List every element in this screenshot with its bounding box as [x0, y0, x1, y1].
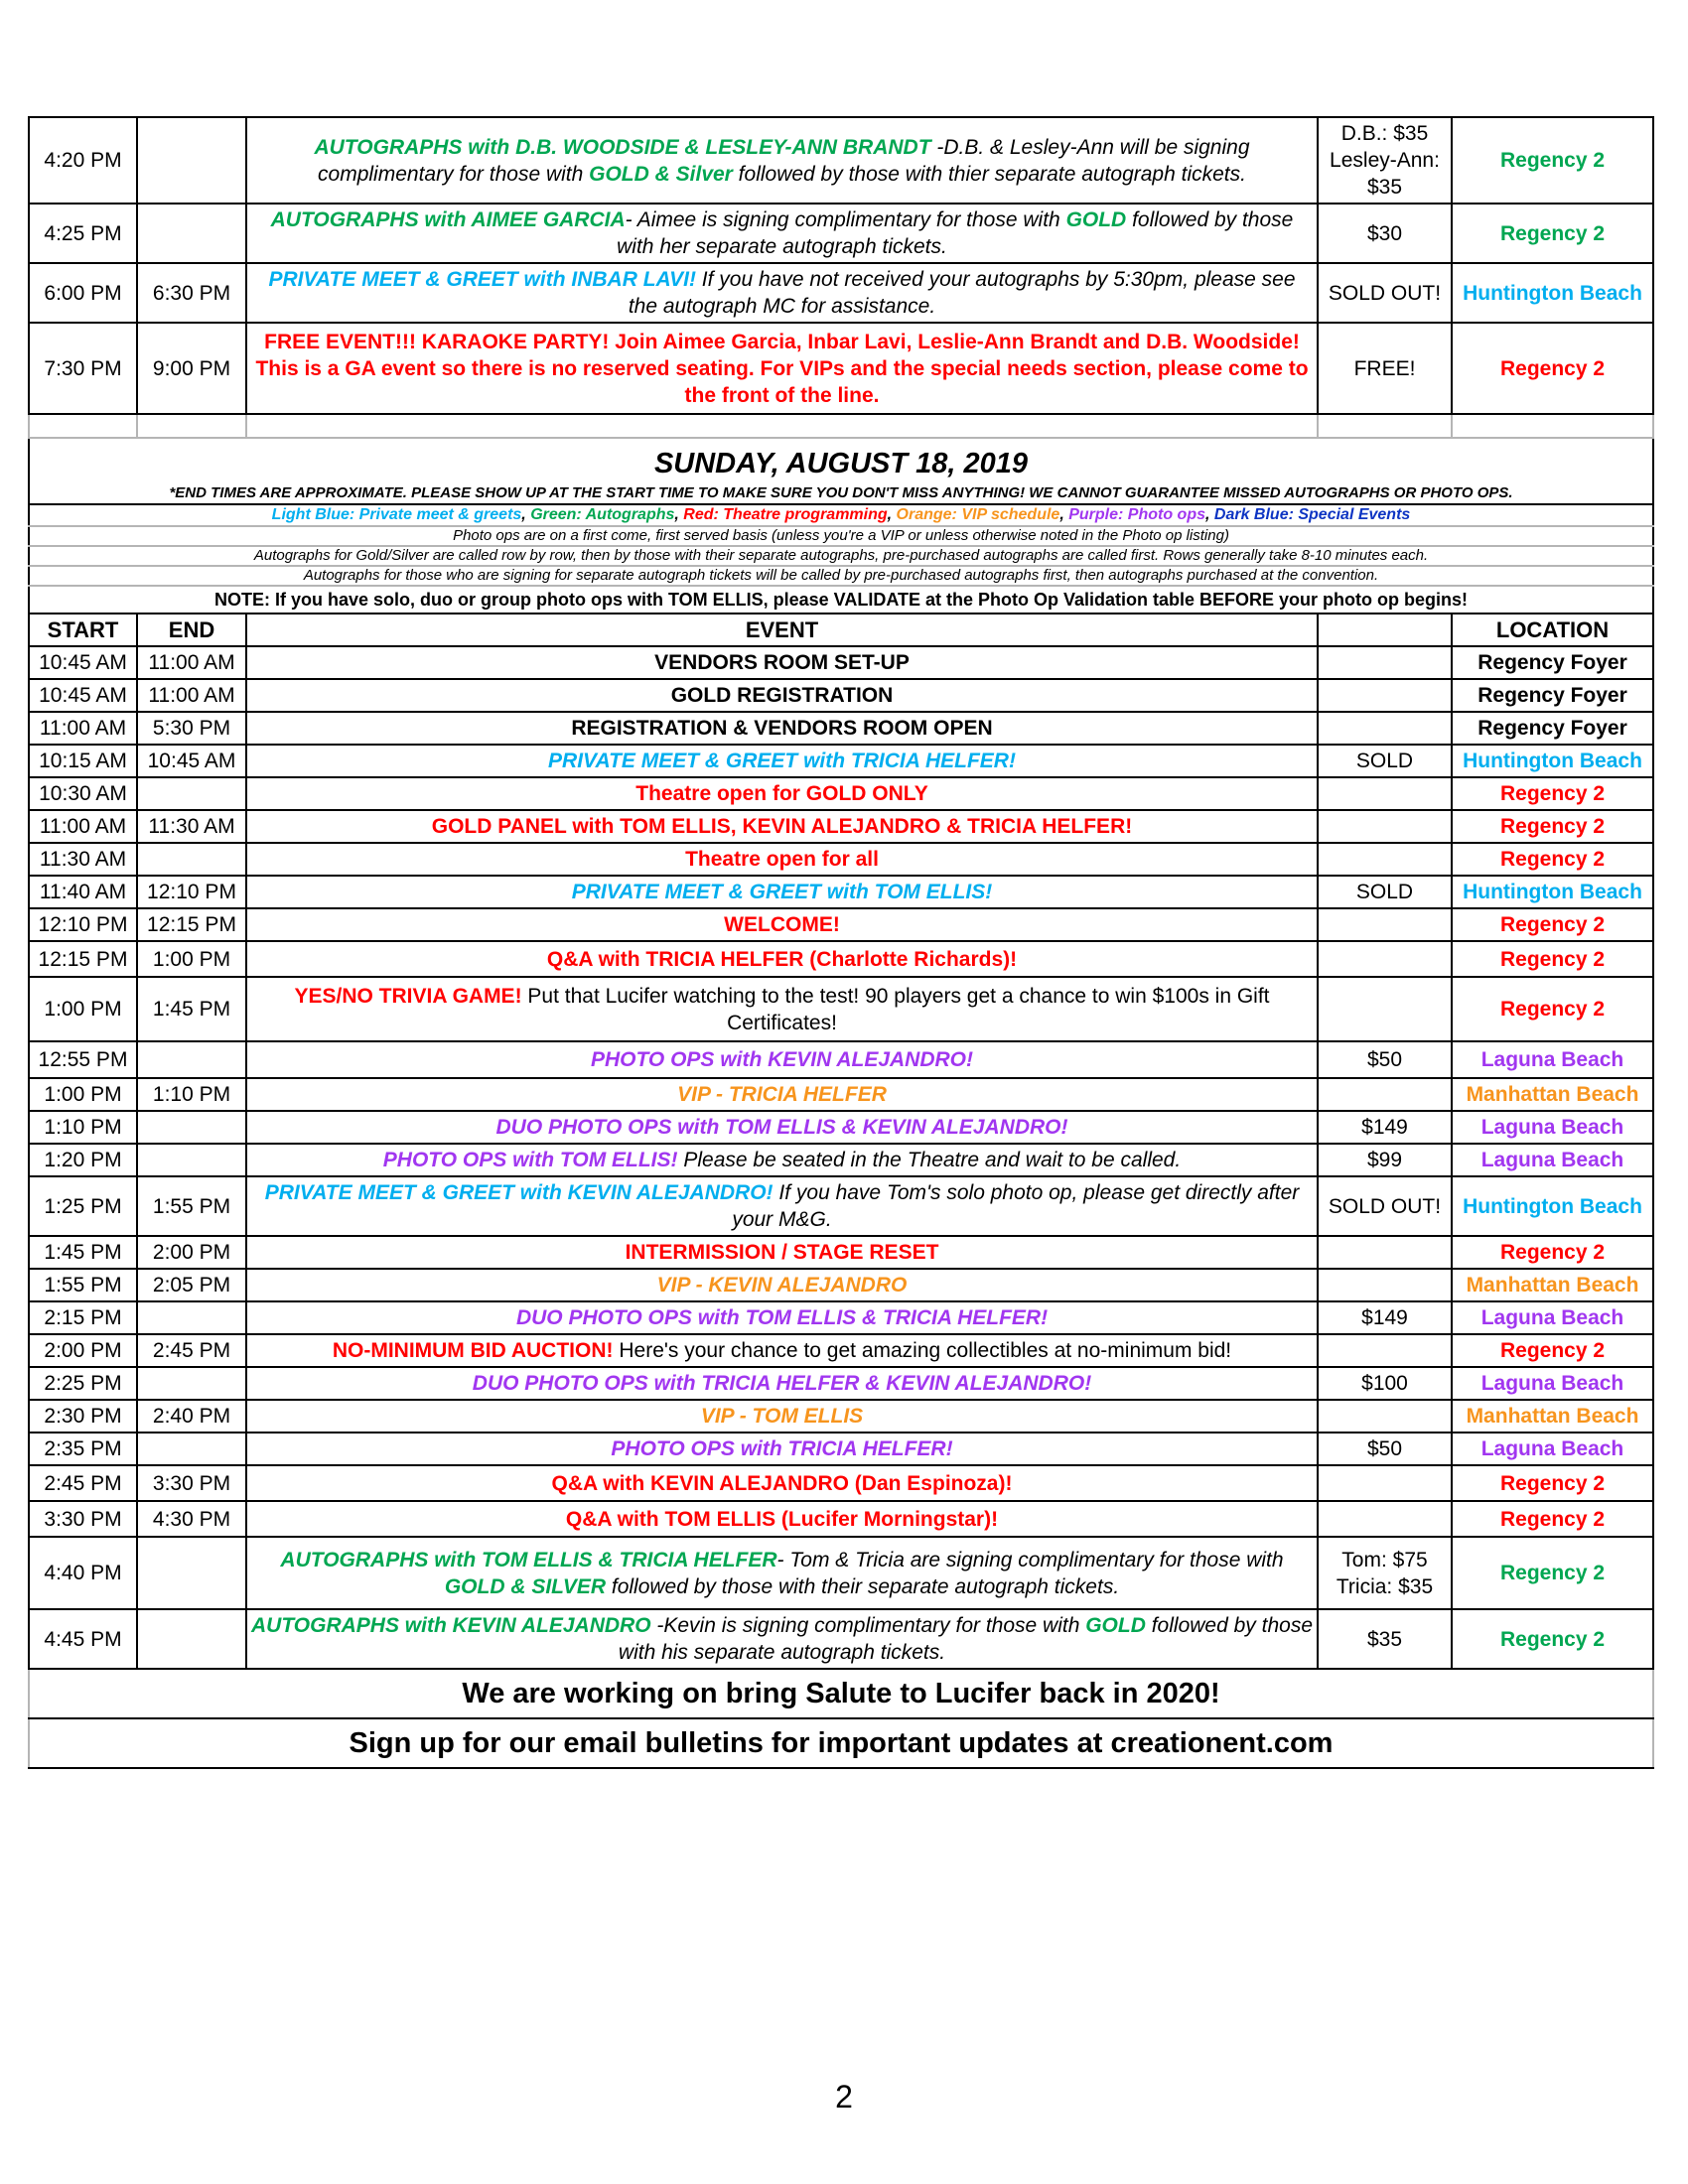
- spacer-cell: [1452, 414, 1653, 438]
- start-time: 3:30 PM: [29, 1501, 137, 1537]
- price-cell: SOLD: [1318, 745, 1452, 777]
- location-cell: Regency 2: [1452, 777, 1653, 810]
- start-time: 2:45 PM: [29, 1465, 137, 1501]
- schedule-row: [29, 712, 1653, 745]
- end-time: [137, 1301, 246, 1334]
- price-line: Tom: $75: [1341, 1548, 1428, 1571]
- schedule-row: [29, 1144, 1653, 1176]
- event-title: AUTOGRAPHS with AIMEE GARCIA: [270, 208, 626, 231]
- event-cell: VENDORS ROOM SET-UP: [246, 646, 1318, 679]
- location-cell: Regency 2: [1452, 977, 1653, 1041]
- event-cell: GOLD PANEL with TOM ELLIS, KEVIN ALEJANDRO & TRICIA HELFER!: [246, 810, 1318, 843]
- price-cell: [1318, 777, 1452, 810]
- event-description: -D.B. & Lesley-Ann will be signing complimentary for those with: [318, 135, 1250, 186]
- end-time: 12:15 PM: [137, 908, 246, 941]
- start-time: 2:30 PM: [29, 1400, 137, 1433]
- location-cell: Regency Foyer: [1452, 712, 1653, 745]
- start-time: 4:20 PM: [29, 117, 137, 204]
- event-cell: VIP - KEVIN ALEJANDRO: [246, 1269, 1318, 1301]
- footer-line-2: Sign up for our email bulletins for important updates at creationent.com: [29, 1718, 1653, 1768]
- end-time: 1:00 PM: [137, 941, 246, 977]
- start-time: 11:30 AM: [29, 843, 137, 876]
- schedule-row: [29, 1111, 1653, 1144]
- start-time: 12:15 PM: [29, 941, 137, 977]
- schedule-row: [29, 1367, 1653, 1400]
- event-description: If you have Tom's solo photo op, please get directly after your M&G.: [732, 1181, 1300, 1231]
- end-time: 11:00 AM: [137, 646, 246, 679]
- schedule-row: [29, 777, 1653, 810]
- legend-separator: ,: [521, 506, 531, 523]
- event-cell: [246, 1176, 1318, 1236]
- legend-light-blue: Light Blue: Private meet & greets: [271, 506, 522, 523]
- schedule-row: [29, 323, 1653, 414]
- price-cell: SOLD: [1318, 876, 1452, 908]
- price-cell: [1318, 679, 1452, 712]
- end-time: 11:00 AM: [137, 679, 246, 712]
- location-cell: Laguna Beach: [1452, 1041, 1653, 1078]
- header-row: [29, 614, 1653, 646]
- location-cell: Regency 2: [1452, 908, 1653, 941]
- event-title: PHOTO OPS with TOM ELLIS!: [382, 1149, 678, 1171]
- start-time: 2:00 PM: [29, 1334, 137, 1367]
- event-cell: Q&A with KEVIN ALEJANDRO (Dan Espinoza)!: [246, 1465, 1318, 1501]
- price-cell: FREE!: [1318, 323, 1452, 414]
- start-time: 1:00 PM: [29, 977, 137, 1041]
- event-cell: FREE EVENT!!! KARAOKE PARTY! Join Aimee Garcia, Inbar Lavi, Leslie-Ann Brandt and D.B. Woodside! This is a GA event so there is no reserved seating. For VIPs and the special needs section, please come to the front of the line.: [246, 323, 1318, 414]
- event-description: -Kevin is signing complimentary for those with: [650, 1614, 1086, 1637]
- schedule-row: [29, 204, 1653, 263]
- location-cell: Laguna Beach: [1452, 1301, 1653, 1334]
- event-cell: Theatre open for GOLD ONLY: [246, 777, 1318, 810]
- price-cell: [1318, 1465, 1452, 1501]
- event-description: Here's your chance to get amazing collectibles at no-minimum bid!: [613, 1339, 1232, 1362]
- event-cell: [246, 1609, 1318, 1669]
- location-cell: Manhattan Beach: [1452, 1269, 1653, 1301]
- schedule-row: [29, 977, 1653, 1041]
- location-cell: Regency 2: [1452, 1609, 1653, 1669]
- schedule-row: [29, 117, 1653, 204]
- location-cell: Regency 2: [1452, 1334, 1653, 1367]
- end-time: 5:30 PM: [137, 712, 246, 745]
- header-start: START: [29, 614, 137, 646]
- price-cell: [1318, 1078, 1452, 1111]
- location-cell: Regency 2: [1452, 1236, 1653, 1269]
- schedule-table: [28, 116, 1654, 1769]
- footer-section: [29, 1669, 1653, 1768]
- end-time: 3:30 PM: [137, 1465, 246, 1501]
- schedule-row: [29, 1236, 1653, 1269]
- day-title: SUNDAY, AUGUST 18, 2019: [29, 438, 1653, 482]
- event-cell: DUO PHOTO OPS with TOM ELLIS & TRICIA HELFER!: [246, 1301, 1318, 1334]
- schedule-row: [29, 1465, 1653, 1501]
- location-cell: Huntington Beach: [1452, 745, 1653, 777]
- location-cell: Regency Foyer: [1452, 679, 1653, 712]
- event-cell: [246, 1334, 1318, 1367]
- start-time: 7:30 PM: [29, 323, 137, 414]
- event-cell: [246, 1537, 1318, 1609]
- schedule-row: [29, 941, 1653, 977]
- page-number: 2: [835, 2079, 853, 2115]
- start-time: 2:25 PM: [29, 1367, 137, 1400]
- event-cell: [246, 1144, 1318, 1176]
- price-cell: [1318, 1537, 1452, 1609]
- price-cell: $149: [1318, 1301, 1452, 1334]
- price-line: Lesley-Ann: $35: [1330, 149, 1440, 199]
- event-cell: REGISTRATION & VENDORS ROOM OPEN: [246, 712, 1318, 745]
- start-time: 1:10 PM: [29, 1111, 137, 1144]
- start-time: 1:00 PM: [29, 1078, 137, 1111]
- schedule-row: [29, 1609, 1653, 1669]
- event-cell: PHOTO OPS with TRICIA HELFER!: [246, 1433, 1318, 1465]
- event-cell: VIP - TRICIA HELFER: [246, 1078, 1318, 1111]
- end-time: 4:30 PM: [137, 1501, 246, 1537]
- event-cell: WELCOME!: [246, 908, 1318, 941]
- price-cell: [1318, 810, 1452, 843]
- spacer-cell: [137, 414, 246, 438]
- header-price: [1318, 614, 1452, 646]
- legend-separator: ,: [1205, 506, 1214, 523]
- end-time: [137, 1111, 246, 1144]
- event-description-end: followed by those with his separate autograph tickets.: [618, 1614, 1313, 1664]
- start-time: 1:45 PM: [29, 1236, 137, 1269]
- event-cell: [246, 204, 1318, 263]
- end-time: [137, 117, 246, 204]
- schedule-row: [29, 1334, 1653, 1367]
- event-title: PRIVATE MEET & GREET with KEVIN ALEJANDRO!: [264, 1181, 774, 1204]
- event-cell: PRIVATE MEET & GREET with TRICIA HELFER!: [246, 745, 1318, 777]
- price-cell: [1318, 941, 1452, 977]
- event-description: If you have not received your autographs by 5:30pm, please see the autograph MC for assistance.: [628, 268, 1296, 318]
- event-description: Please be seated in the Theatre and wait to be called.: [677, 1149, 1182, 1171]
- end-time: 2:45 PM: [137, 1334, 246, 1367]
- location-cell: Regency 2: [1452, 204, 1653, 263]
- schedule-row: [29, 1537, 1653, 1609]
- end-time: 6:30 PM: [137, 263, 246, 323]
- schedule-row: [29, 1433, 1653, 1465]
- schedule-row: [29, 646, 1653, 679]
- end-time: [137, 1367, 246, 1400]
- event-title: AUTOGRAPHS with D.B. WOODSIDE & LESLEY-ANN BRANDT: [314, 135, 931, 159]
- location-cell: Regency 2: [1452, 810, 1653, 843]
- price-cell: $30: [1318, 204, 1452, 263]
- price-cell: $99: [1318, 1144, 1452, 1176]
- price-cell: [1318, 908, 1452, 941]
- gold-silver-autograph-note: Autographs for Gold/Silver are called row by row, then by those with their separate autographs, pre-purchased autographs are called first. Rows generally take 8-10 minutes each.: [29, 546, 1653, 566]
- start-time: 11:00 AM: [29, 810, 137, 843]
- color-legend: [29, 504, 1653, 526]
- event-cell: DUO PHOTO OPS with TRICIA HELFER & KEVIN ALEJANDRO!: [246, 1367, 1318, 1400]
- location-cell: Laguna Beach: [1452, 1144, 1653, 1176]
- location-cell: Laguna Beach: [1452, 1433, 1653, 1465]
- footer-line-1: We are working on bring Salute to Lucifer back in 2020!: [29, 1669, 1653, 1718]
- location-cell: Regency 2: [1452, 1465, 1653, 1501]
- event-cell: INTERMISSION / STAGE RESET: [246, 1236, 1318, 1269]
- end-time: 9:00 PM: [137, 323, 246, 414]
- schedule-row: [29, 1501, 1653, 1537]
- start-time: 4:25 PM: [29, 204, 137, 263]
- end-time: 1:45 PM: [137, 977, 246, 1041]
- end-time: [137, 1537, 246, 1609]
- end-time: [137, 1144, 246, 1176]
- price-cell: [1318, 1236, 1452, 1269]
- separate-autograph-note: Autographs for those who are signing for separate autograph tickets will be called by pre-purchased autographs first, then autographs purchased at the convention.: [29, 566, 1653, 586]
- event-tier: GOLD: [1065, 208, 1127, 231]
- start-time: 10:15 AM: [29, 745, 137, 777]
- schedule-row: [29, 1176, 1653, 1236]
- event-cell: [246, 117, 1318, 204]
- event-description: Put that Lucifer watching to the test! 90 players get a chance to win $100s in Gift Certificates!: [521, 984, 1270, 1034]
- event-title: AUTOGRAPHS with KEVIN ALEJANDRO: [251, 1614, 651, 1637]
- start-time: 10:45 AM: [29, 679, 137, 712]
- event-cell: VIP - TOM ELLIS: [246, 1400, 1318, 1433]
- location-cell: Huntington Beach: [1452, 1176, 1653, 1236]
- end-time: 11:30 AM: [137, 810, 246, 843]
- price-cell: $100: [1318, 1367, 1452, 1400]
- price-cell: $35: [1318, 1609, 1452, 1669]
- schedule-row: [29, 1400, 1653, 1433]
- location-cell: Regency 2: [1452, 843, 1653, 876]
- legend-separator: ,: [1059, 506, 1069, 523]
- end-time: 2:05 PM: [137, 1269, 246, 1301]
- event-description-end: followed by those with thier separate autograph tickets.: [732, 162, 1246, 186]
- location-cell: Regency Foyer: [1452, 646, 1653, 679]
- price-cell: [1318, 117, 1452, 204]
- price-cell: [1318, 712, 1452, 745]
- end-time: [137, 843, 246, 876]
- event-cell: Theatre open for all: [246, 843, 1318, 876]
- schedule-row: [29, 679, 1653, 712]
- event-cell: PHOTO OPS with KEVIN ALEJANDRO!: [246, 1041, 1318, 1078]
- schedule-row: [29, 1301, 1653, 1334]
- price-cell: [1318, 977, 1452, 1041]
- legend-purple: Purple: Photo ops: [1068, 506, 1205, 523]
- end-time: [137, 1041, 246, 1078]
- spacer-cell: [246, 414, 1318, 438]
- end-time: [137, 777, 246, 810]
- event-title: AUTOGRAPHS with TOM ELLIS & TRICIA HELFER: [280, 1548, 777, 1571]
- spacer-row: [29, 414, 1653, 438]
- price-cell: [1318, 646, 1452, 679]
- end-time: 2:40 PM: [137, 1400, 246, 1433]
- spacer-cell: [1318, 414, 1452, 438]
- event-cell: [246, 263, 1318, 323]
- schedule-row: [29, 843, 1653, 876]
- start-time: 12:10 PM: [29, 908, 137, 941]
- end-time: 2:00 PM: [137, 1236, 246, 1269]
- end-times-note: *END TIMES ARE APPROXIMATE. PLEASE SHOW UP AT THE START TIME TO MAKE SURE YOU DON'T MISS ANYTHING! WE CANNOT GUARANTEE MISSED AUTOGRAPHS OR PHOTO OPS.: [29, 482, 1653, 504]
- event-description-end: followed by those with her separate autograph tickets.: [617, 208, 1294, 258]
- location-cell: Regency 2: [1452, 941, 1653, 977]
- event-cell: Q&A with TOM ELLIS (Lucifer Morningstar)!: [246, 1501, 1318, 1537]
- location-cell: Laguna Beach: [1452, 1111, 1653, 1144]
- start-time: 11:40 AM: [29, 876, 137, 908]
- event-title: YES/NO TRIVIA GAME!: [294, 984, 522, 1008]
- price-cell: SOLD OUT!: [1318, 1176, 1452, 1236]
- location-cell: Huntington Beach: [1452, 263, 1653, 323]
- end-time: 12:10 PM: [137, 876, 246, 908]
- end-time: [137, 204, 246, 263]
- price-cell: [1318, 1269, 1452, 1301]
- saturday-continued-rows: [29, 117, 1653, 414]
- location-cell: Regency 2: [1452, 1501, 1653, 1537]
- location-cell: Huntington Beach: [1452, 876, 1653, 908]
- schedule-row: [29, 1041, 1653, 1078]
- event-cell: [246, 977, 1318, 1041]
- header-event: EVENT: [246, 614, 1318, 646]
- price-cell: $50: [1318, 1433, 1452, 1465]
- price-cell: [1318, 1400, 1452, 1433]
- schedule-row: [29, 810, 1653, 843]
- event-tier: GOLD: [1085, 1614, 1146, 1637]
- legend-dark-blue: Dark Blue: Special Events: [1213, 506, 1411, 523]
- price-cell: $149: [1318, 1111, 1452, 1144]
- event-cell: Q&A with TRICIA HELFER (Charlotte Richards)!: [246, 941, 1318, 977]
- end-time: 1:10 PM: [137, 1078, 246, 1111]
- sunday-rows: [29, 646, 1653, 1669]
- price-cell: [1318, 1334, 1452, 1367]
- validation-note: NOTE: If you have solo, duo or group photo ops with TOM ELLIS, please VALIDATE at the Photo Op Validation table BEFORE your photo op begins!: [29, 586, 1653, 614]
- location-cell: Regency 2: [1452, 323, 1653, 414]
- legend-red: Red: Theatre programming: [683, 506, 888, 523]
- price-cell: SOLD OUT!: [1318, 263, 1452, 323]
- event-title: PRIVATE MEET & GREET with INBAR LAVI!: [268, 268, 696, 291]
- end-time: 10:45 AM: [137, 745, 246, 777]
- header-end: END: [137, 614, 246, 646]
- event-description-end: followed by those with their separate autograph tickets.: [606, 1574, 1120, 1598]
- event-tier: GOLD & Silver: [589, 162, 733, 186]
- event-title: NO-MINIMUM BID AUCTION!: [332, 1339, 614, 1362]
- spacer-cell: [29, 414, 137, 438]
- legend-green: Green: Autographs: [530, 506, 675, 523]
- price-cell: [1318, 843, 1452, 876]
- price-cell: [1318, 1501, 1452, 1537]
- header-location: LOCATION: [1452, 614, 1653, 646]
- start-time: 1:20 PM: [29, 1144, 137, 1176]
- event-cell: PRIVATE MEET & GREET with TOM ELLIS!: [246, 876, 1318, 908]
- start-time: 4:40 PM: [29, 1537, 137, 1609]
- schedule-row: [29, 876, 1653, 908]
- end-time: 1:55 PM: [137, 1176, 246, 1236]
- legend-orange: Orange: VIP schedule: [896, 506, 1060, 523]
- event-description: - Aimee is signing complimentary for those with: [625, 208, 1066, 231]
- location-cell: Manhattan Beach: [1452, 1078, 1653, 1111]
- schedule-row: [29, 1078, 1653, 1111]
- day-section: [29, 414, 1653, 646]
- start-time: 1:55 PM: [29, 1269, 137, 1301]
- schedule-row: [29, 908, 1653, 941]
- schedule-row: [29, 745, 1653, 777]
- end-time: [137, 1433, 246, 1465]
- start-time: 11:00 AM: [29, 712, 137, 745]
- start-time: 6:00 PM: [29, 263, 137, 323]
- start-time: 2:15 PM: [29, 1301, 137, 1334]
- location-cell: Regency 2: [1452, 1537, 1653, 1609]
- schedule-row: [29, 263, 1653, 323]
- start-time: 4:45 PM: [29, 1609, 137, 1669]
- legend-separator: ,: [887, 506, 897, 523]
- start-time: 2:35 PM: [29, 1433, 137, 1465]
- price-cell: $50: [1318, 1041, 1452, 1078]
- end-time: [137, 1609, 246, 1669]
- start-time: 10:45 AM: [29, 646, 137, 679]
- event-cell: DUO PHOTO OPS with TOM ELLIS & KEVIN ALEJANDRO!: [246, 1111, 1318, 1144]
- location-cell: Laguna Beach: [1452, 1367, 1653, 1400]
- schedule-row: [29, 1269, 1653, 1301]
- location-cell: Regency 2: [1452, 117, 1653, 204]
- start-time: 1:25 PM: [29, 1176, 137, 1236]
- price-line: Tricia: $35: [1336, 1574, 1434, 1598]
- event-tier: GOLD & SILVER: [444, 1574, 607, 1598]
- photo-ops-note: Photo ops are on a first come, first served basis (unless you're a VIP or unless otherwise noted in the Photo op listing): [29, 526, 1653, 546]
- start-time: 10:30 AM: [29, 777, 137, 810]
- location-cell: Manhattan Beach: [1452, 1400, 1653, 1433]
- legend-separator: ,: [674, 506, 684, 523]
- start-time: 12:55 PM: [29, 1041, 137, 1078]
- event-cell: GOLD REGISTRATION: [246, 679, 1318, 712]
- price-line: D.B.: $35: [1340, 122, 1429, 145]
- event-description: - Tom & Tricia are signing complimentary for those with: [776, 1548, 1284, 1571]
